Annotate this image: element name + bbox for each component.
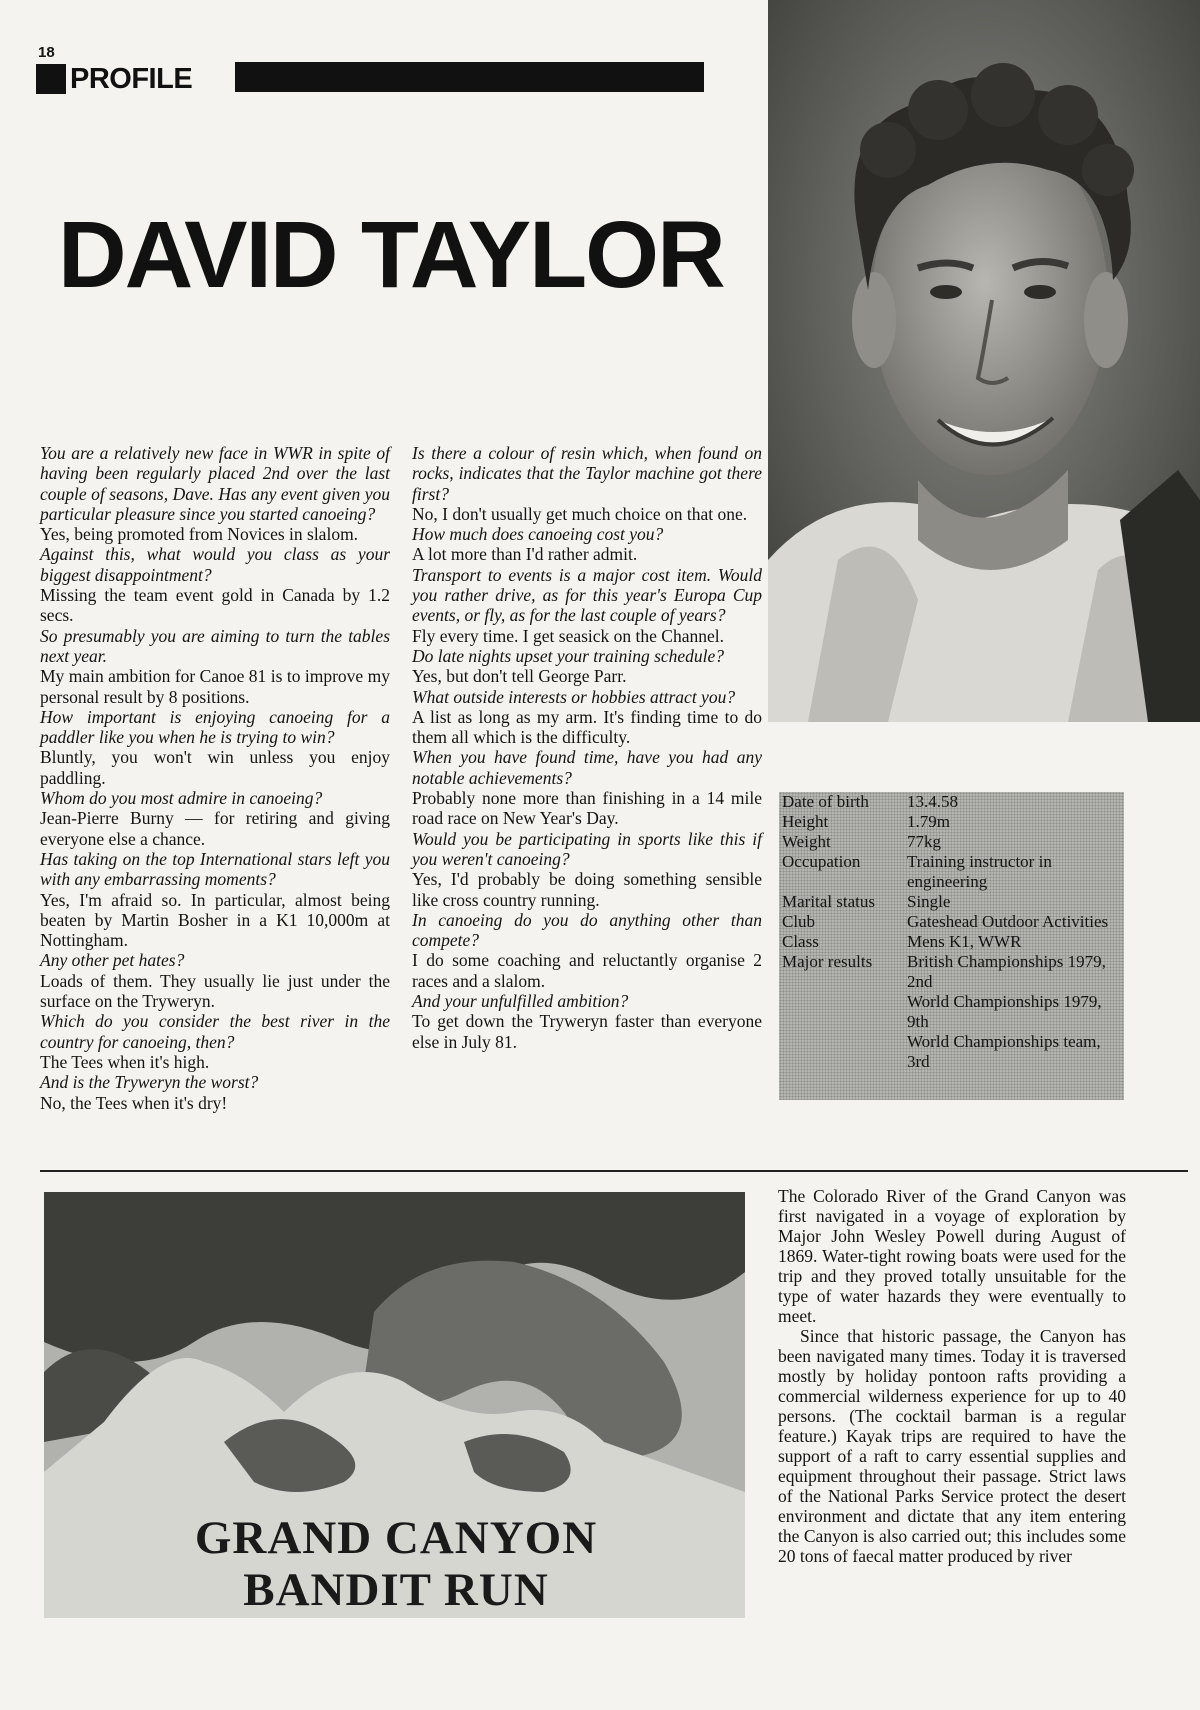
- interview-answer: Loads of them. They usually lie just under the surface on the Tryweryn.: [40, 970, 390, 1012]
- portrait-photo: [768, 0, 1200, 722]
- interview-question: In canoeing do you do anything other than compete?: [412, 909, 762, 951]
- interview-answer: Missing the team event gold in Canada by 1.2 secs.: [40, 585, 390, 626]
- interview-answer: No, the Tees when it's dry!: [40, 1092, 228, 1113]
- interview-question: And is the Tryweryn the worst?: [40, 1072, 259, 1093]
- fact-value: British Championships 1979, 2nd: [907, 952, 1106, 991]
- interview-question: Which do you consider the best river in the country for canoeing, then?: [40, 1011, 390, 1052]
- interview-question: Against this, what would you class as your biggest disappointment?: [40, 544, 390, 585]
- canyon-paragraph-1: The Colorado River of the Grand Canyon was first navigated in a voyage of exploration by Major John Wesley Powell during August of 1869. Water-tight rowing boats were used for the trip and they proved totally unsuitable for the type of water hazards they were eventually to meet.: [778, 1186, 1126, 1326]
- interview-question: And your unfulfilled ambition?: [412, 991, 629, 1012]
- fact-row: [782, 852, 1122, 892]
- interview-question: You are a relatively new face in WWR in spite of having been regularly placed 2nd over the last couple of seasons, Dave. Has any event given you particular pleasure since you started canoeing?: [40, 443, 390, 524]
- section-header: [36, 62, 704, 96]
- fact-row: [782, 832, 1122, 852]
- fact-row: [782, 812, 1122, 832]
- interview-answer: Probably none more than finishing in a 14 mile road race on New Year's Day.: [412, 788, 762, 829]
- fact-label: Height: [782, 812, 829, 831]
- interview-question: So presumably you are aiming to turn the tables next year.: [40, 625, 390, 666]
- fact-value: 77kg: [907, 832, 941, 851]
- canyon-paragraph-2: Since that historic passage, the Canyon has been navigated many times. Today it is traversed mostly by holiday pontoon rafts providing a commercial wilderness experience for up to 40 persons. (The cocktail barman is a regular feature.) Kayak trips are required to have the support of a raft to carry essential supplies and equipment throughout their passage. Strict laws of the National Parks Service protect the desert environment and dictate that any item entering the Canyon is also carried out; this includes some 20 tons of faecal matter produced by river: [778, 1326, 1126, 1566]
- interview-question: How important is enjoying canoeing for a paddler like you when he is trying to win?: [40, 706, 390, 748]
- canyon-title-line-2: BANDIT RUN: [243, 1564, 549, 1616]
- fact-label: Date of birth: [782, 792, 869, 811]
- fact-value: Mens K1, WWR: [907, 932, 1022, 951]
- fact-value: 1.79m: [907, 812, 950, 831]
- interview-answer: I do some coaching and reluctantly organise 2 races and a slalom.: [412, 950, 762, 991]
- fact-row: [782, 992, 1122, 1032]
- fact-row: [782, 1032, 1122, 1072]
- interview-question: Transport to events is a major cost item. Would you rather drive, as for this year's Europa Cup events, or fly, as for the last couple of years?: [412, 564, 762, 626]
- fact-value: World Championships 1979, 9th: [907, 992, 1102, 1031]
- canyon-photo: [44, 1192, 745, 1618]
- interview-question: What outside interests or hobbies attract you?: [412, 686, 736, 707]
- interview-answer: A list as long as my arm. It's finding time to do them all which is the difficulty.: [412, 706, 762, 748]
- interview-answer: Bluntly, you won't win unless you enjoy paddling.: [40, 747, 390, 788]
- fact-value: Single: [907, 892, 951, 911]
- interview-answer: Yes, I'd probably be doing something sensible like cross country running.: [412, 869, 762, 910]
- interview-answer: A lot more than I'd rather admit.: [412, 544, 638, 565]
- interview-answer: My main ambition for Canoe 81 is to improve my personal result by 8 positions.: [40, 666, 390, 707]
- fact-label: Major results: [782, 952, 873, 971]
- page-number: 18: [38, 44, 55, 61]
- canyon-title: [136, 1512, 656, 1616]
- interview-question: Whom do you most admire in canoeing?: [40, 788, 323, 809]
- canyon-title-line-1: GRAND CANYON: [194, 1512, 598, 1564]
- fact-value: Gateshead Outdoor Activities: [907, 912, 1109, 931]
- interview-answer: Yes, but don't tell George Parr.: [412, 666, 627, 687]
- interview-question: Has taking on the top International stars left you with any embarrassing moments?: [40, 848, 390, 890]
- headline: DAVID TAYLOR: [58, 202, 724, 308]
- interview-answer: Yes, being promoted from Novices in slalom.: [40, 524, 359, 545]
- interview-question: How much does canoeing cost you?: [412, 524, 664, 545]
- fact-label: Club: [782, 912, 816, 931]
- interview-answer: Fly every time. I get seasick on the Channel.: [412, 625, 725, 646]
- interview-question: When you have found time, have you had any notable achievements?: [412, 747, 762, 788]
- section-divider: [40, 1170, 1188, 1172]
- interview-answer: Yes, I'm afraid so. In particular, almost being beaten by Martin Bosher in a K1 10,000m at Nottingham.: [40, 889, 390, 951]
- interview-question: Is there a colour of resin which, when found on rocks, indicates that the Taylor machine got there first?: [412, 443, 762, 504]
- fact-row: [782, 932, 1122, 952]
- portrait-illustration: [768, 0, 1200, 722]
- section-label: PROFILE: [70, 63, 193, 95]
- fact-value: Training instructor in engineering: [907, 852, 1052, 891]
- interview-answer: Jean-Pierre Burny — for retiring and giving everyone else a chance.: [40, 808, 390, 849]
- fact-label: Occupation: [782, 852, 861, 871]
- interview-column-2: [412, 443, 762, 1052]
- interview-question: Would you be participating in sports like this if you weren't canoeing?: [412, 828, 762, 869]
- fact-label: Marital status: [782, 892, 876, 911]
- fact-label: Class: [782, 932, 819, 951]
- interview-answer: The Tees when it's high.: [40, 1051, 210, 1072]
- section-bar-right: [235, 62, 704, 92]
- interview-question: Any other pet hates?: [40, 950, 185, 971]
- interview-column-1: [40, 443, 390, 1113]
- fact-row: [782, 912, 1122, 932]
- fact-row: [782, 792, 1122, 812]
- fact-row: [782, 892, 1122, 912]
- fact-value: 13.4.58: [907, 792, 958, 811]
- canyon-article: [778, 1186, 1126, 1566]
- fact-value: World Championships team, 3rd: [907, 1032, 1101, 1071]
- fact-row: [782, 952, 1122, 992]
- fact-list: [782, 792, 1122, 1072]
- section-bar-left: [36, 64, 66, 94]
- interview-question: Do late nights upset your training schedule?: [412, 645, 725, 666]
- interview-answer: No, I don't usually get much choice on that one.: [412, 503, 748, 524]
- fact-box: [779, 792, 1124, 1100]
- interview-answer: To get down the Tryweryn faster than everyone else in July 81.: [412, 1011, 762, 1052]
- fact-label: Weight: [782, 832, 831, 851]
